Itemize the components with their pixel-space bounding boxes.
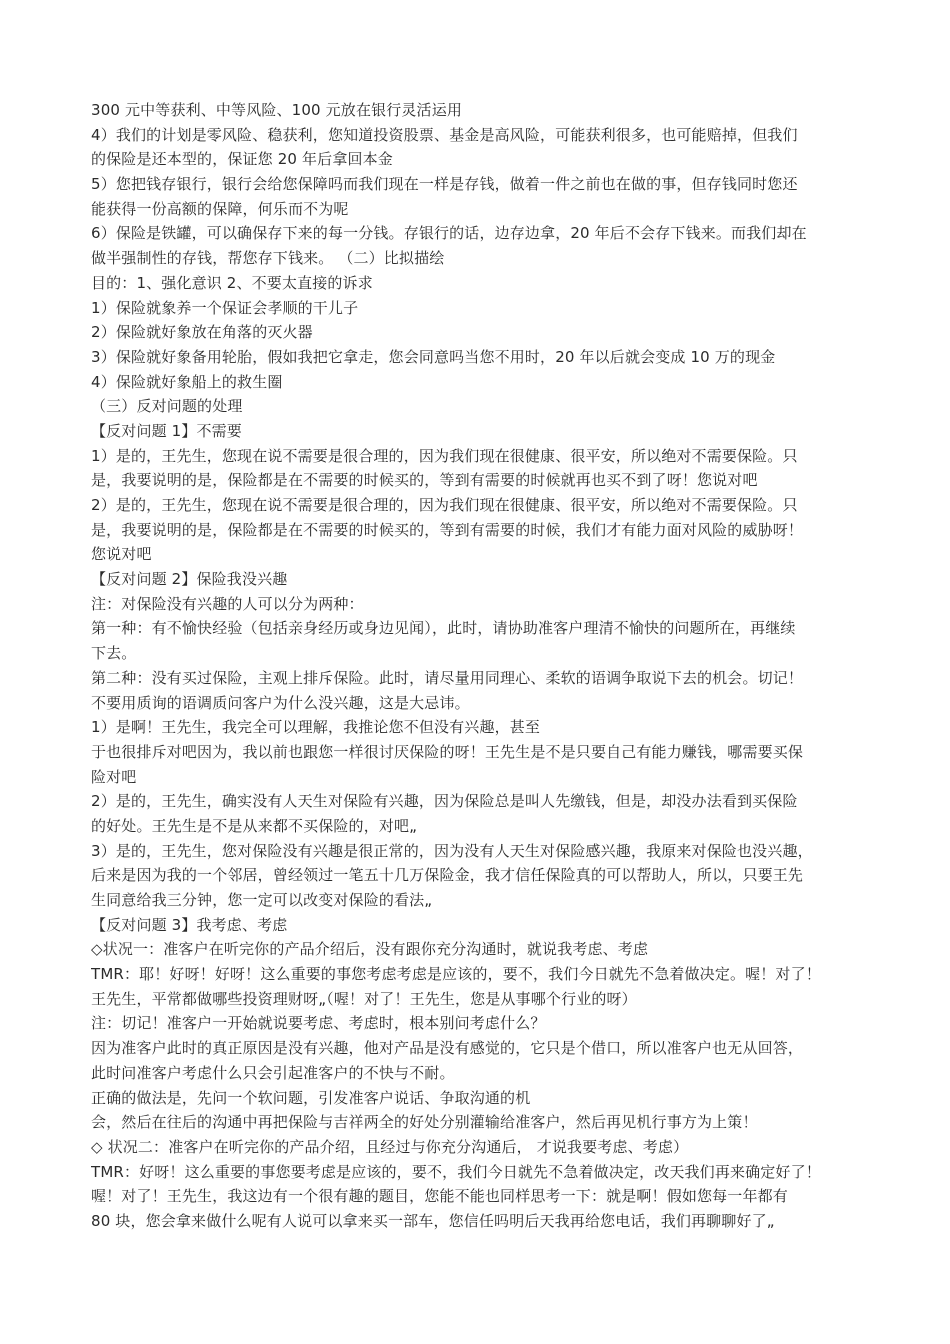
text-line: 的好处。王先生是不是从来都不买保险的，对吧„ — [91, 816, 418, 835]
text-line: 2）是的，王先生，您现在说不需要是很合理的，因为我们现在很健康、很平安，所以绝对不需要保险。只 — [91, 496, 798, 514]
text-line: 的保险是还本型的，保证您 20 年后拿回本金 — [91, 150, 393, 169]
text-line: 下去。 — [91, 644, 137, 663]
text-line: 因为准客户此时的真正原因是没有兴趣，他对产品是没有感觉的，它只是个借口，所以准客户也无从回答， — [91, 1039, 804, 1058]
text-line: TMR：耶！好呀！好呀！这么重要的事您考虑考虑是应该的，要不，我们今日就先不急着做决定。喔！对了！ — [91, 965, 821, 984]
text-line: ◇ 状况二：准客户在听完你的产品介绍，且经过与你充分沟通后， 才说我要考虑、考虑） — [91, 1137, 689, 1156]
text-line: 做半强制性的存钱，帮您存下钱来。 （二）比拟描绘 — [91, 249, 445, 268]
text-line: 2）保险就好象放在角落的灭火器 — [91, 323, 313, 342]
text-line: 1）是的，王先生，您现在说不需要是很合理的，因为我们现在很健康、很平安，所以绝对不需要保险。只 — [91, 446, 798, 465]
text-line: 后来是因为我的一个邻居，曾经领过一笔五十几万保险金，我才信任保险真的可以帮助人，所以，只要王先 — [91, 866, 804, 885]
text-line: 4）我们的计划是零风险、稳获利，您知道投资股票、基金是高风险，可能获利很多，也可能赔掉，但我们 — [91, 125, 798, 144]
text-line: 王先生，平常都做哪些投资理财呀„（喔！对了！王先生，您是从事哪个行业的呀） — [91, 989, 637, 1008]
text-line: 6）保险是铁罐，可以确保存下来的每一分钱。存银行的话，边存边拿，20 年后不会存下钱来。而我们却在 — [91, 224, 807, 243]
text-line: 险对吧 — [91, 767, 137, 786]
text-line: 会，然后在往后的沟通中再把保险与吉祥两全的好处分别灌输给准客户，然后再见机行事方为上策！ — [91, 1113, 758, 1132]
text-line: 80 块，您会拿来做什么呢有人说可以拿来买一部车，您信任吗明后天我再给您电话，我们再聊聊好了„ — [91, 1211, 775, 1230]
text-line: 是，我要说明的是，保险都是在不需要的时候买的，等到有需要的时候，我们才有能力面对风险的威胁呀！ — [91, 520, 804, 539]
text-line: 于也很排斥对吧因为，我以前也跟您一样很讨厌保险的呀！王先生是不是只要自己有能力赚钱，哪需要买保 — [91, 742, 804, 761]
text-line: 目的：1、强化意识 2、不要太直接的诉求 — [91, 273, 373, 292]
text-line: TMR：好呀！这么重要的事您要考虑是应该的，要不，我们今日就先不急着做决定，改天我们再来确定好了！ — [91, 1162, 821, 1181]
text-line: 第一种：有不愉快经验（包括亲身经历或身边见闻），此时，请协助准客户理清不愉快的问题所在，再继续 — [91, 619, 796, 638]
text-line: 您说对吧 — [91, 545, 152, 564]
text-line: 300 元中等获利、中等风险、100 元放在银行灵活运用 — [91, 101, 462, 119]
text-line: 第二种：没有买过保险，主观上排斥保险。此时，请尽量用同理心、柔软的语调争取说下去的机会。切记！ — [91, 668, 804, 687]
text-line: 3）保险就好象备用轮胎，假如我把它拿走，您会同意吗当您不用时，20 年以后就会变成 10 万的现金 — [91, 347, 776, 366]
text-line: 4）保险就好象船上的救生圈 — [91, 372, 283, 391]
text-line: 3）是的，王先生，您对保险没有兴趣是很正常的，因为没有人天生对保险感兴趣，我原来对保险也没兴趣， — [91, 841, 813, 860]
text-line: 不要用质询的语调质问客户为什么没兴趣，这是大忌讳。 — [91, 693, 470, 712]
text-line: 生同意给我三分钟，您一定可以改变对保险的看法„ — [91, 891, 433, 909]
text-line: 能获得一份高额的保障，何乐而不为呢 — [91, 199, 349, 218]
text-line: 注：切记！准客户一开始就说要考虑、考虑时，根本别问考虑什么？ — [91, 1014, 546, 1033]
text-line: 此时问准客户考虑什么只会引起准客户的不快与不耐。 — [91, 1063, 455, 1082]
text-line: （三）反对问题的处理 — [91, 397, 243, 416]
text-line: 喔！对了！王先生，我这边有一个很有趣的题目，您能不能也同样思考一下：就是啊！假如您每一年都有 — [91, 1187, 788, 1206]
text-line: 2）是的，王先生，确实没有人天生对保险有兴趣，因为保险总是叫人先缴钱，但是，却没办法看到买保险 — [91, 792, 798, 811]
text-line: 【反对问题 3】我考虑、考虑 — [91, 915, 288, 934]
text-line: 1）是啊！王先生，我完全可以理解，我推论您不但没有兴趣，甚至 — [91, 718, 541, 737]
text-line: ◇状况一：准客户在听完你的产品介绍后，没有跟你充分沟通时，就说我考虑、考虑 — [91, 940, 649, 959]
text-line: 注：对保险没有兴趣的人可以分为两种： — [91, 594, 364, 613]
text-line: 5）您把钱存银行，银行会给您保障吗而我们现在一样是存钱，做着一件之前也在做的事，但存钱同时您还 — [91, 175, 798, 194]
text-line: 【反对问题 1】不需要 — [91, 421, 242, 440]
text-line: 是，我要说明的是，保险都是在不需要的时候买的，等到有需要的时候就再也买不到了呀！您说对吧 — [91, 471, 758, 490]
document-body — [91, 98, 891, 1234]
text-line: 1）保险就象养一个保证会孝顺的干儿子 — [91, 298, 359, 317]
text-line: 正确的做法是，先问一个软问题，引发准客户说话、争取沟通的机 — [91, 1088, 531, 1107]
text-line: 【反对问题 2】保险我没兴趣 — [91, 570, 288, 589]
